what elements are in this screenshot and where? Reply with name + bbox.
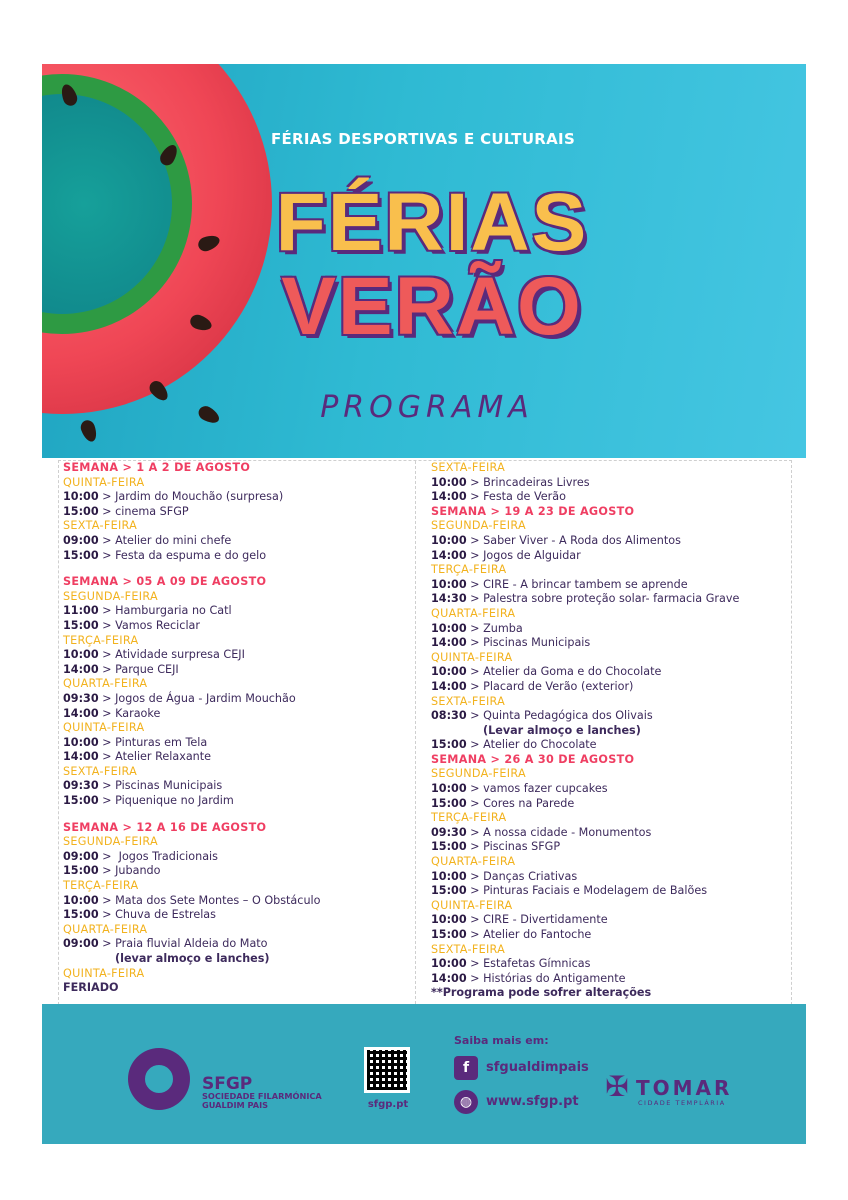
event-time: 15:00: [431, 840, 467, 854]
schedule-item: [431, 928, 787, 943]
programa-heading: PROGRAMA: [320, 390, 534, 425]
schedule-item: [431, 476, 787, 491]
event-time: 08:30: [431, 709, 467, 723]
globe-icon[interactable]: ◍: [454, 1090, 478, 1114]
schedule-item: [63, 894, 413, 909]
event-description: > Mata dos Sete Montes – O Obstáculo: [98, 893, 321, 907]
event-time: 15:00: [63, 548, 99, 562]
day-heading: SEXTA-FEIRA: [431, 942, 506, 956]
day-heading: TERÇA-FEIRA: [431, 811, 507, 825]
event-time: 11:00: [63, 604, 99, 618]
event-time: 14:30: [431, 592, 467, 606]
event-description: > Piscinas Municipais: [98, 779, 223, 793]
schedule-item: [63, 663, 413, 678]
event-time: 10:00: [431, 665, 467, 679]
event-description: > Chuva de Estrelas: [98, 908, 216, 922]
event-description: > Jogos Tradicionais: [98, 849, 218, 863]
schedule-item: [63, 937, 413, 952]
title-verao: VERÃO: [281, 261, 583, 352]
day-heading: QUARTA-FEIRA: [63, 922, 148, 936]
schedule-note: (Levar almoço e lanches): [483, 723, 641, 737]
day-heading: QUINTA-FEIRA: [63, 475, 145, 489]
schedule-item: [431, 592, 787, 607]
schedule: [58, 460, 792, 1010]
day-heading: QUARTA-FEIRA: [431, 606, 516, 620]
event-time: 14:00: [431, 490, 467, 504]
event-subtitle: FÉRIAS DESPORTIVAS E CULTURAIS: [270, 130, 576, 148]
schedule-item: [63, 736, 413, 751]
poster: [42, 64, 806, 1144]
event-time: 09:30: [63, 779, 99, 793]
templar-cross-icon: ✠: [605, 1070, 629, 1103]
sfgp-full-line1: SOCIEDADE FILARMÓNICA: [202, 1091, 322, 1101]
schedule-item: [431, 738, 787, 753]
day-heading: SEGUNDA-FEIRA: [63, 835, 158, 849]
event-description: > Jardim do Mouchão (surpresa): [98, 490, 284, 504]
schedule-left-column: [63, 461, 413, 996]
schedule-item: [431, 622, 787, 637]
website-link[interactable]: www.sfgp.pt: [486, 1094, 579, 1109]
schedule-note: (levar almoço e lanches): [115, 952, 270, 965]
event-description: > Jogos de Água - Jardim Mouchão: [98, 691, 296, 705]
seed-decoration: [196, 403, 222, 426]
day-heading: SEXTA-FEIRA: [431, 461, 506, 474]
event-time: 15:00: [63, 504, 99, 518]
facebook-link[interactable]: sfgualdimpais: [486, 1060, 589, 1075]
event-time: 09:30: [431, 825, 467, 839]
event-time: 09:30: [63, 691, 99, 705]
event-description: > Zumba: [466, 621, 523, 635]
saiba-mais-label: Saiba mais em:: [454, 1034, 549, 1047]
tomar-name: TOMAR: [636, 1076, 733, 1100]
schedule-item: [63, 534, 413, 549]
event-description: > Atelier Relaxante: [98, 750, 212, 764]
event-description: > Saber Viver - A Roda dos Alimentos: [466, 533, 681, 547]
schedule-text: **Programa pode sofrer alterações: [431, 986, 652, 1000]
week-heading: SEMANA > 12 A 16 DE AGOSTO: [63, 820, 267, 834]
event-description: > Hamburgaria no Catl: [98, 604, 232, 618]
title-ferias: FÉRIAS: [275, 177, 589, 268]
facebook-icon[interactable]: f: [454, 1056, 478, 1080]
event-time: 15:00: [431, 796, 467, 810]
day-heading: SEXTA-FEIRA: [63, 519, 138, 533]
day-heading: QUARTA-FEIRA: [431, 855, 516, 869]
seed-decoration: [79, 418, 100, 443]
event-description: > Jubando: [98, 864, 161, 878]
event-time: 15:00: [63, 864, 99, 878]
event-time: 10:00: [431, 869, 467, 883]
event-time: 15:00: [431, 884, 467, 898]
column-divider: [415, 461, 416, 1009]
event-time: 15:00: [431, 738, 467, 752]
schedule-item: [431, 870, 787, 885]
qr-label: sfgp.pt: [367, 1099, 409, 1110]
event-time: 10:00: [63, 893, 99, 907]
sfgp-logo-icon: [128, 1048, 190, 1110]
schedule-item: [431, 636, 787, 651]
schedule-item: [431, 957, 787, 972]
schedule-item: [63, 692, 413, 707]
event-description: > Festa da espuma e do gelo: [98, 548, 267, 562]
schedule-item: [431, 913, 787, 928]
event-description: > Placard de Verão (exterior): [466, 679, 634, 693]
schedule-item: [63, 505, 413, 520]
schedule-text: FERIADO: [63, 981, 119, 995]
spacer: [63, 563, 413, 575]
event-time: 10:00: [63, 735, 99, 749]
week-heading: SEMANA > 1 A 2 DE AGOSTO: [63, 461, 251, 474]
event-description: > Festa de Verão: [466, 490, 566, 504]
event-time: 14:00: [63, 662, 99, 676]
qr-code-icon[interactable]: [364, 1047, 410, 1093]
schedule-item: [63, 908, 413, 923]
event-description: > CIRE - A brincar tambem se aprende: [466, 577, 688, 591]
event-description: > vamos fazer cupcakes: [466, 782, 608, 796]
event-description: > Atelier da Goma e do Chocolate: [466, 665, 662, 679]
day-heading: TERÇA-FEIRA: [63, 633, 139, 647]
event-description: > Piquenique no Jardim: [98, 794, 234, 808]
schedule-item: [431, 578, 787, 593]
schedule-item: [431, 972, 787, 987]
event-time: 14:00: [63, 750, 99, 764]
event-description: > Atelier do Chocolate: [466, 738, 597, 752]
schedule-item: [63, 707, 413, 722]
event-time: 10:00: [431, 913, 467, 927]
day-heading: SEGUNDA-FEIRA: [63, 589, 158, 603]
schedule-item: [63, 864, 413, 879]
event-description: > Piscinas Municipais: [466, 636, 591, 650]
sfgp-full-line2: GUALDIM PAIS: [202, 1100, 269, 1110]
schedule-item: [431, 534, 787, 549]
event-time: 10:00: [431, 475, 467, 489]
event-description: > Karaoke: [98, 706, 161, 720]
event-description: > Brincadeiras Livres: [466, 475, 590, 489]
day-heading: QUINTA-FEIRA: [431, 898, 513, 912]
schedule-item: [431, 840, 787, 855]
schedule-item: [431, 884, 787, 899]
day-heading: QUARTA-FEIRA: [63, 677, 148, 691]
week-heading: SEMANA > 05 A 09 DE AGOSTO: [63, 575, 267, 589]
event-description: > Atelier do mini chefe: [98, 533, 232, 547]
event-description: > Histórias do Antigamente: [466, 971, 626, 985]
spacer: [63, 809, 413, 821]
event-description: > Piscinas SFGP: [466, 840, 561, 854]
event-description: > Praia fluvial Aldeia do Mato: [98, 937, 268, 951]
event-description: > Atividade surpresa CEJI: [98, 648, 245, 662]
schedule-item: [431, 665, 787, 680]
day-heading: QUINTA-FEIRA: [63, 966, 145, 980]
event-time: 09:00: [63, 937, 99, 951]
schedule-item: [431, 782, 787, 797]
day-heading: SEXTA-FEIRA: [431, 694, 506, 708]
event-time: 15:00: [63, 908, 99, 922]
event-time: 10:00: [63, 648, 99, 662]
event-time: 10:00: [431, 621, 467, 635]
day-heading: TERÇA-FEIRA: [63, 879, 139, 893]
schedule-item: [431, 826, 787, 841]
event-description: > Pinturas em Tela: [98, 735, 208, 749]
schedule-item: [63, 750, 413, 765]
event-time: 10:00: [431, 782, 467, 796]
week-heading: SEMANA > 19 A 23 DE AGOSTO: [431, 504, 635, 518]
schedule-item: [63, 549, 413, 564]
event-time: 14:00: [431, 636, 467, 650]
event-description: > Pinturas Faciais e Modelagem de Balões: [466, 884, 708, 898]
schedule-item: [63, 490, 413, 505]
event-description: > Danças Criativas: [466, 869, 578, 883]
event-time: 09:00: [63, 849, 99, 863]
schedule-item: [63, 648, 413, 663]
event-time: 14:00: [63, 706, 99, 720]
event-description: > CIRE - Divertidamente: [466, 913, 608, 927]
event-description: > cinema SFGP: [98, 504, 189, 518]
schedule-item: [431, 549, 787, 564]
event-time: 15:00: [63, 794, 99, 808]
sfgp-full-name: [202, 1092, 322, 1110]
footer: [42, 1004, 806, 1144]
event-description: > Vamos Reciclar: [98, 618, 201, 632]
schedule-item: [63, 779, 413, 794]
schedule-item: [431, 797, 787, 812]
event-description: > A nossa cidade - Monumentos: [466, 825, 652, 839]
schedule-item: [63, 850, 413, 865]
event-time: 14:00: [431, 679, 467, 693]
schedule-item: [63, 794, 413, 809]
tomar-subtitle: CIDADE TEMPLÁRIA: [638, 1099, 726, 1107]
event-description: > Jogos de Alguidar: [466, 548, 581, 562]
schedule-item: [431, 490, 787, 505]
day-heading: QUINTA-FEIRA: [431, 650, 513, 664]
event-time: 09:00: [63, 533, 99, 547]
event-description: > Atelier do Fantoche: [466, 928, 592, 941]
day-heading: SEXTA-FEIRA: [63, 764, 138, 778]
day-heading: SEGUNDA-FEIRA: [431, 519, 526, 533]
event-description: > Parque CEJI: [98, 662, 179, 676]
day-heading: QUINTA-FEIRA: [63, 721, 145, 735]
event-description: > Cores na Parede: [466, 796, 575, 810]
week-heading: SEMANA > 26 A 30 DE AGOSTO: [431, 752, 635, 766]
event-description: > Quinta Pedagógica dos Olivais: [466, 709, 653, 723]
event-time: 10:00: [63, 490, 99, 504]
day-heading: SEGUNDA-FEIRA: [431, 767, 526, 781]
schedule-item: [63, 619, 413, 634]
event-time: 10:00: [431, 957, 467, 971]
schedule-item: [431, 680, 787, 695]
event-time: 10:00: [431, 577, 467, 591]
schedule-item: [63, 604, 413, 619]
day-heading: TERÇA-FEIRA: [431, 563, 507, 577]
sfgp-name: SFGP: [202, 1074, 253, 1094]
event-description: > Estafetas Gímnicas: [466, 957, 591, 971]
event-description: > Palestra sobre proteção solar- farmacia Grave: [466, 592, 740, 606]
event-time: 14:00: [431, 548, 467, 562]
schedule-right-column: [431, 461, 787, 1001]
event-time: 15:00: [63, 618, 99, 632]
schedule-item: [431, 709, 787, 724]
hero-banner: [42, 64, 806, 458]
event-time: 15:00: [431, 928, 467, 941]
event-time: 10:00: [431, 533, 467, 547]
event-time: 14:00: [431, 971, 467, 985]
